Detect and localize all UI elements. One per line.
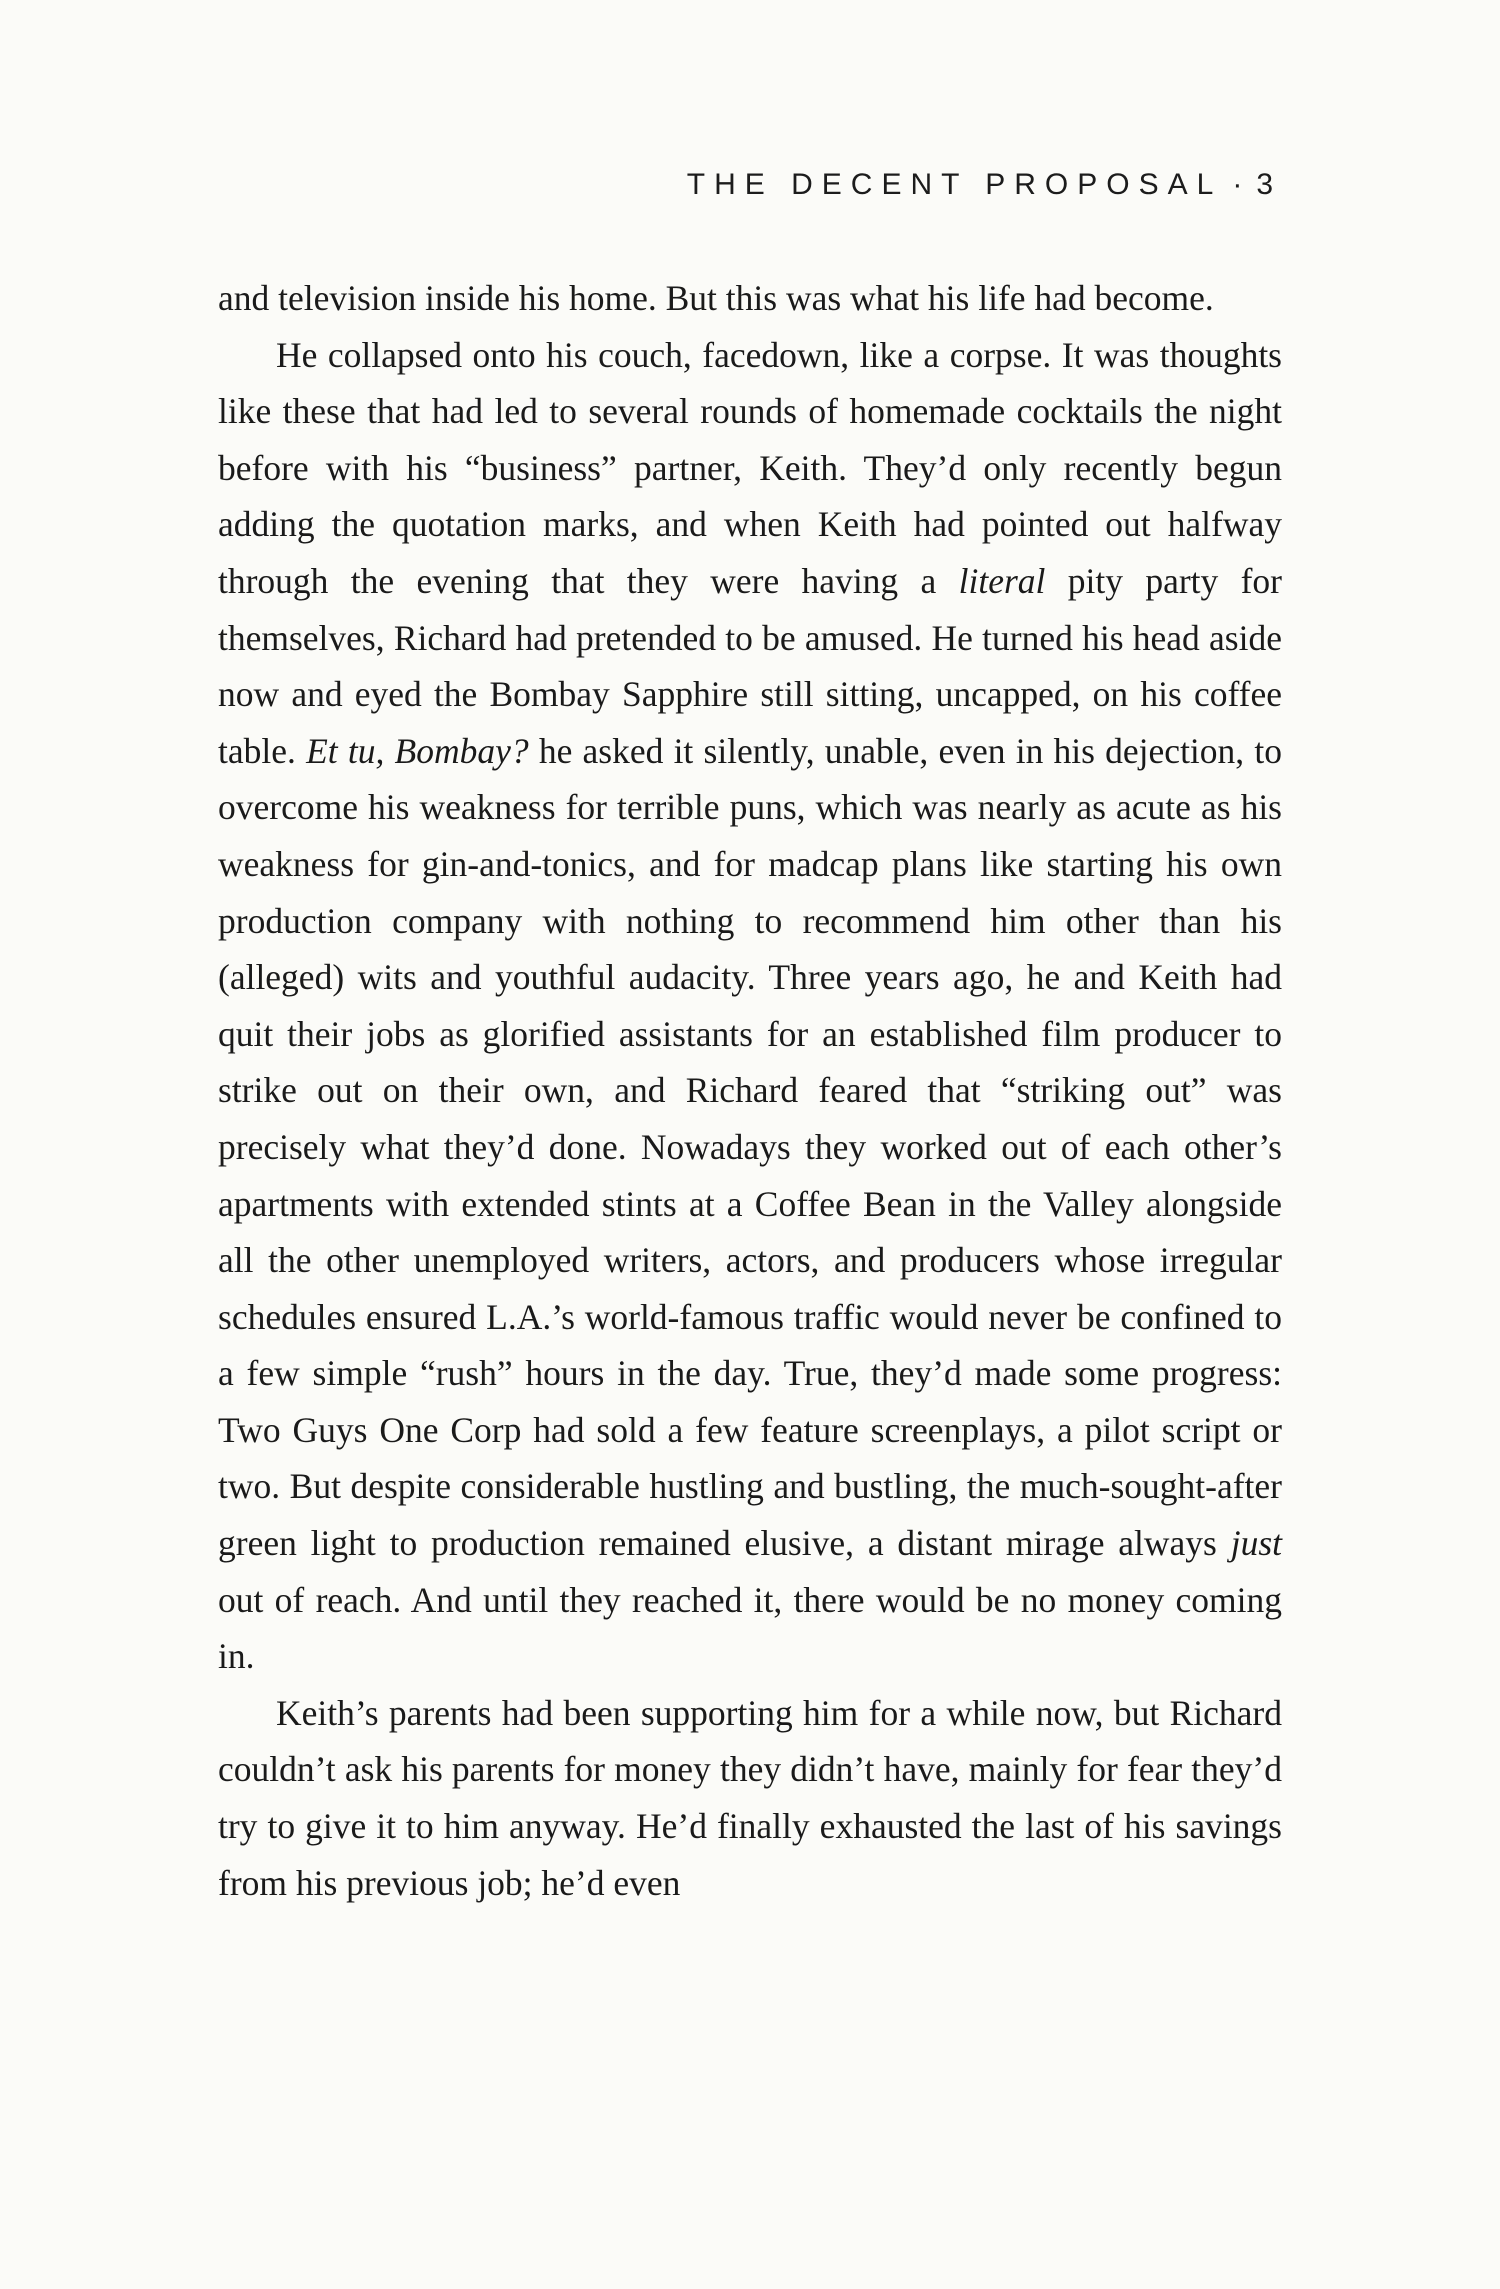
text-run: Keith’s parents had been supporting him for a while now, but Richard couldn’t ask his parents for money they didn’t have, mainly for fear they’d try to give it to him anyway. He’d finally exhausted the last of his savings from his previous job; he’d even [218,1692,1282,1903]
running-header [687,168,1282,202]
text-run: He collapsed onto his couch, facedown, like a corpse. It was thoughts like these that had led to several rounds of homemade cocktails the night before with his “business” partner, Keith. They’d only recently begun adding the quotation marks, and when Keith had pointed out halfway through the evening that they were having a [218,334,1282,601]
text-run: and television inside his home. But this was what his life had become. [218,278,1214,318]
paragraph [218,327,1282,1685]
header-separator: · [1232,168,1243,201]
italic-run: literal [958,560,1046,601]
paragraph [218,1685,1282,1911]
text-run: he asked it silently, unable, even in his dejection, to overcome his weakness for terrible puns, which was nearly as acute as his weakness for gin-and-tonics, and for madcap plans like starting his own production company with nothing to recommend him other than his (alleged) wits and youthful audacity. Three years ago, he and Keith had quit their jobs as glorified assistants for an established film producer to strike out on their own, and Richard feared that “striking out” was precisely what they’d done. Nowadays they worked out of each other’s apartments with extended stints at a Coffee Bean in the Valley alongside all the other unemployed writers, actors, and producers whose irregular schedules ensured L.A.’s world-famous traffic would never be confined to a few simple “rush” hours in the day. True, they’d made some progress: Two Guys One Corp had sold a few feature screenplays, a pilot script or two. But despite considerable hustling and bustling, the much-sought-after green light to production remained elusive, a distant mirage always [218,730,1282,1564]
paragraph [218,270,1282,327]
italic-run: just [1230,1523,1282,1564]
italic-run: Et tu, Bombay? [306,730,529,771]
body-text [218,270,1282,1911]
text-run: out of reach. And until they reached it, there would be no money coming in. [218,1579,1282,1677]
running-title: THE DECENT PROPOSAL [686,168,1223,201]
text-run: pity party for themselves, Richard had pretended to be amused. He turned his head aside now and eyed the Bombay Sapphire still sitting, uncapped, on his coffee table. [218,560,1282,771]
page-number: 3 [1256,168,1282,201]
